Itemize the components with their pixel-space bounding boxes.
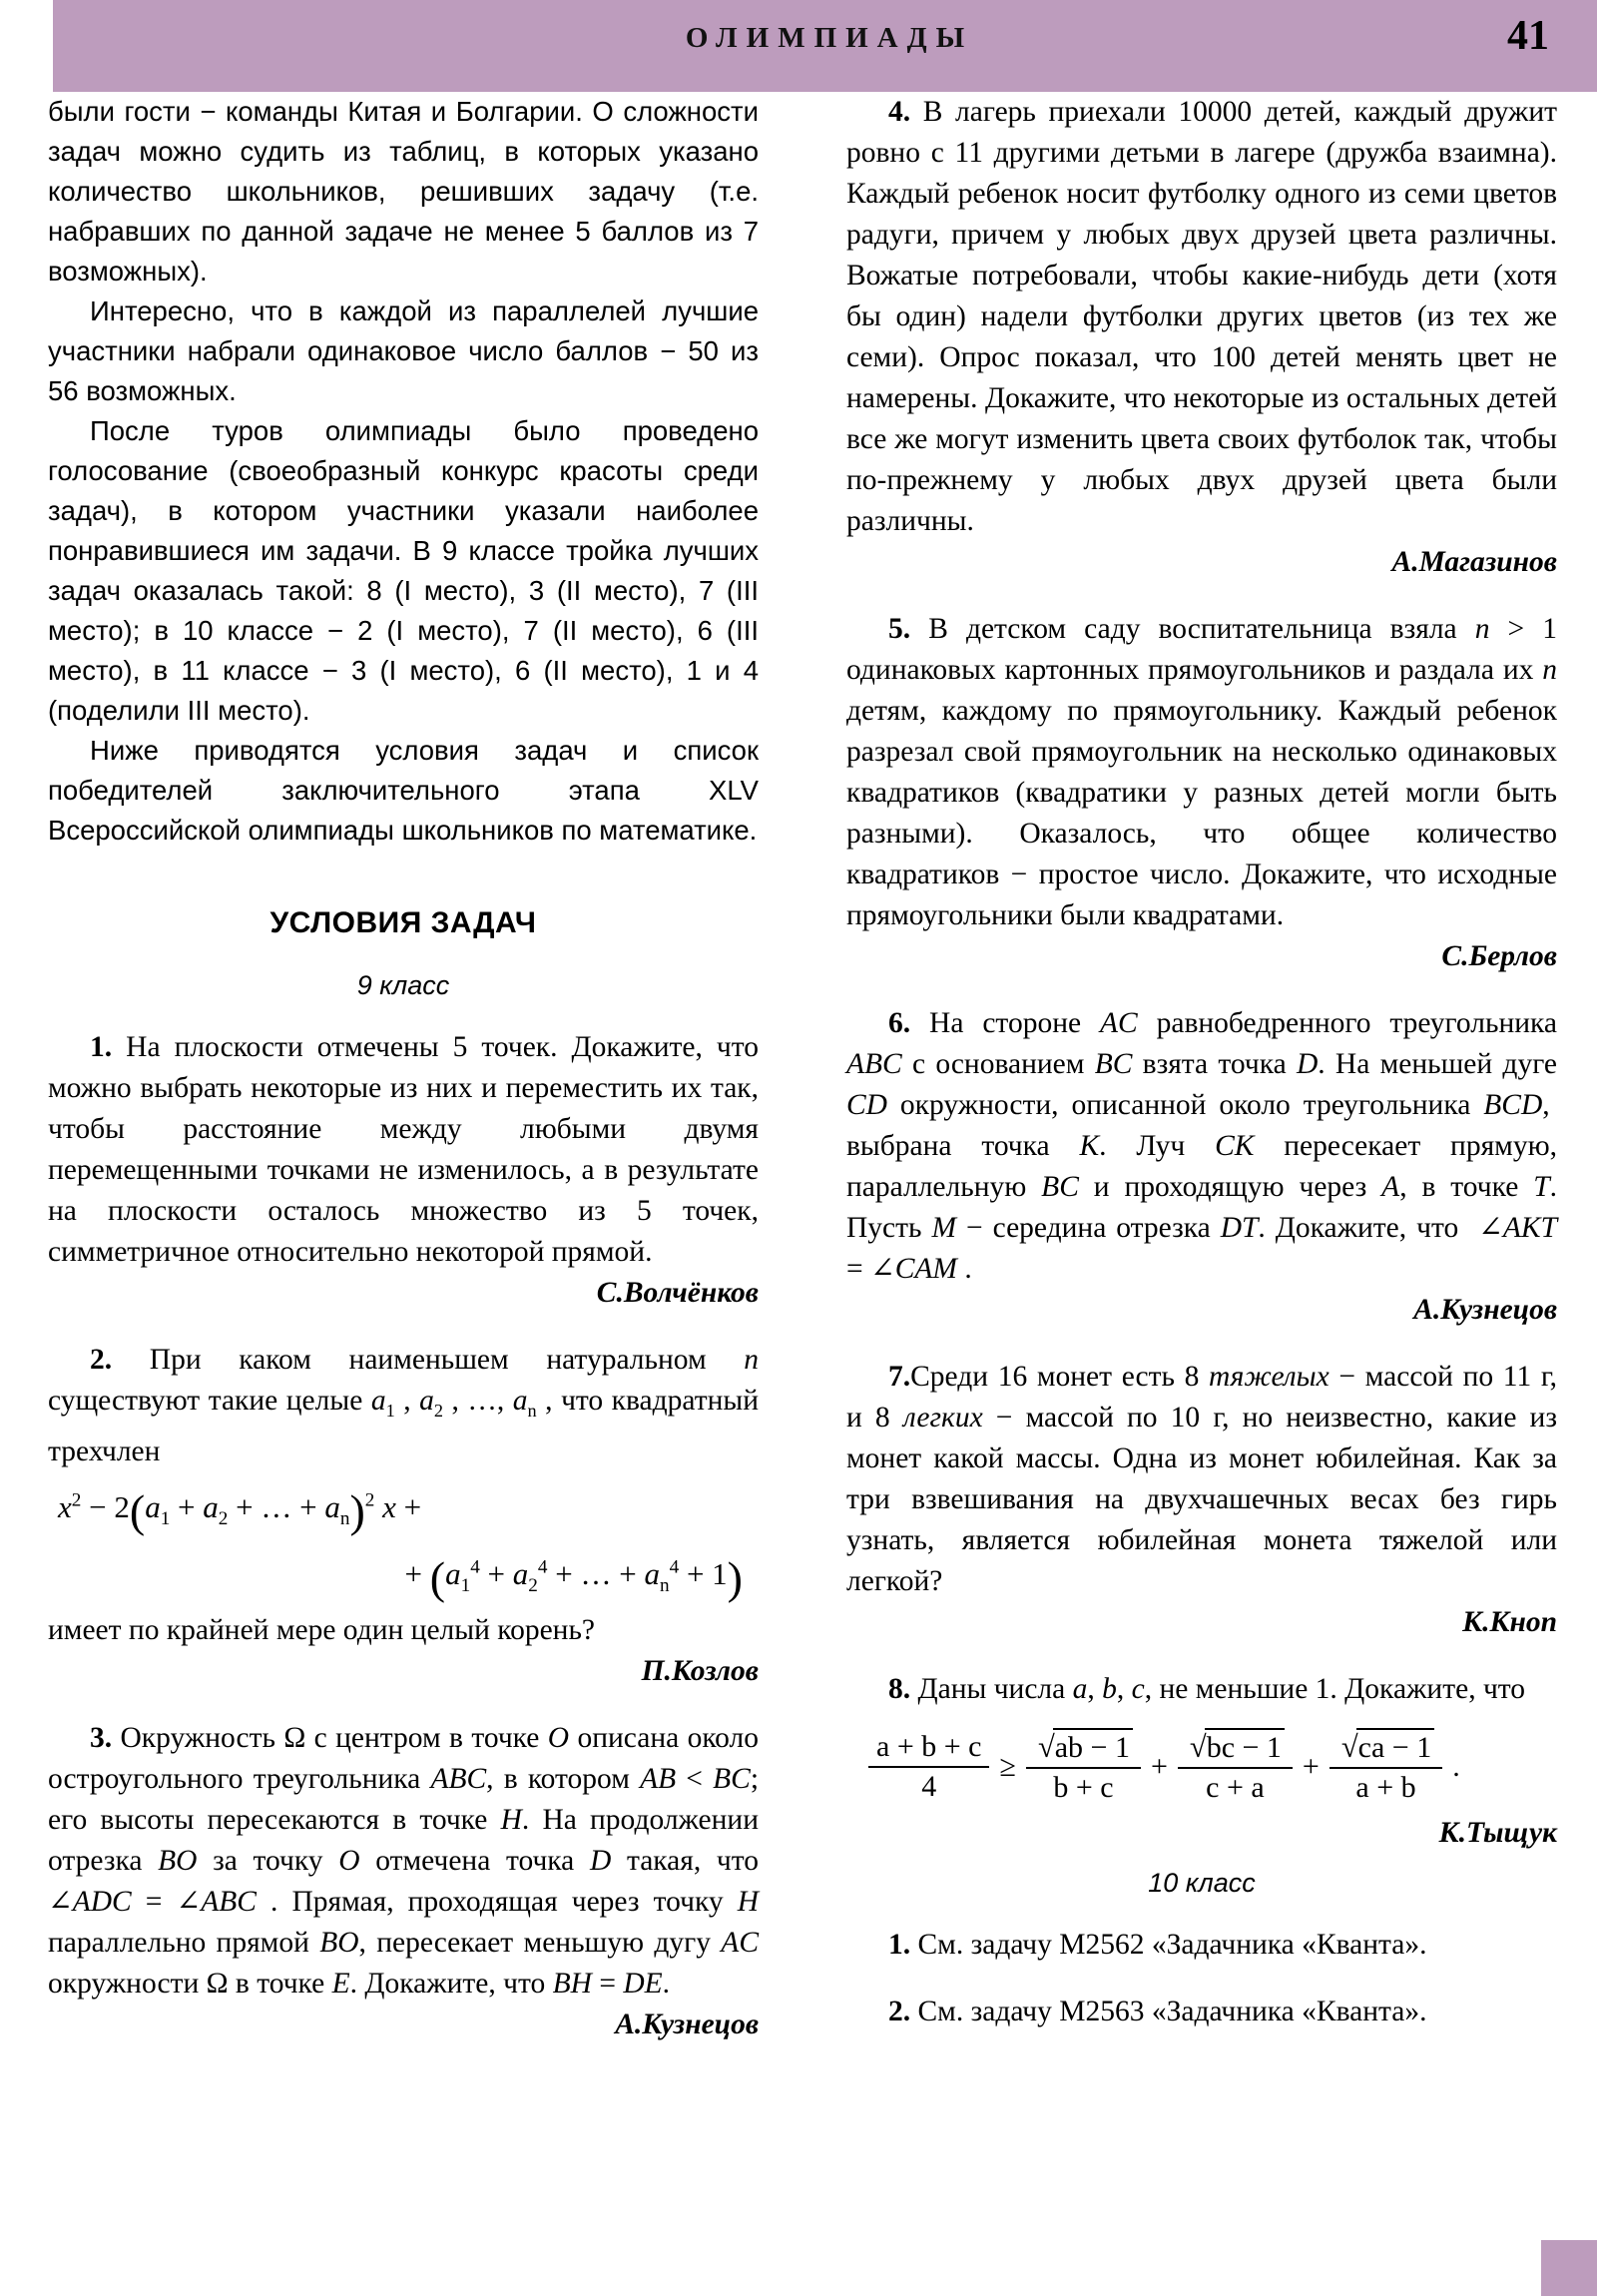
- denominator: a + b: [1355, 1771, 1416, 1804]
- grade-heading-9: 9 класс: [356, 970, 450, 1000]
- problem-2-formula-line-2: + ($a_1^4 + a_2^4$ + … + $a_n^4 + 1$): [404, 1551, 743, 1603]
- radicand: bc − 1: [1205, 1728, 1285, 1765]
- problem-author: К.Тыщук: [1438, 1817, 1557, 1849]
- left-column: [48, 92, 759, 2296]
- rhs-term-3: [1330, 1726, 1442, 1807]
- grade10-item-2: [846, 1992, 1557, 2032]
- problem-author: С.Берлов: [1441, 940, 1557, 972]
- problem-number: 2.: [90, 1344, 113, 1376]
- lhs-numerator: a + b + c: [876, 1729, 982, 1763]
- problem-number: 6.: [888, 1007, 911, 1039]
- problem-author: К.Кноп: [1462, 1606, 1557, 1638]
- problem-text: В лагерь приехали 10000 детей, каждый дружит ровно с 11 другими детьми в лагере (дружба взаимна). Каждый ребенок носит футболку одного из семи цветов радуги, причем у любых двух друзей цвета различны. Вожатые потребовали, чтобы какие-нибудь дети (хотя бы один) надели футболки других цветов (из тех же семи). Опрос показал, что 100 детей менять цвет не намерены. Докажите, что некоторые из остальных детей все же могут изменить цвета своих футболок так, чтобы по-прежнему у любых двух друзей цвета были различны.: [846, 96, 1557, 537]
- problem-2-formula-line-1: $x^2 - 2(a_1 + a_2$ + … + $a_n)^2$ x +: [58, 1484, 422, 1536]
- sqrt-icon: √ca − 1: [1337, 1728, 1434, 1765]
- problem-6: 6. На стороне AC равнобедренного треугольника ABC с основанием BC взята точка D. На меньшей дуге CD окружности, описанной около треугольника BCD, выбрана точка K. Луч CK пересекает прямую, параллельную BC и проходящую через A, в точке T. Пусть M − середина отрезка DT. Докажите, что ∠AKT = ∠CAM .: [846, 1007, 1557, 1285]
- section-heading: УСЛОВИЯ ЗАДАЧ: [269, 906, 537, 939]
- problem-number: 8.: [888, 1673, 911, 1705]
- intro-paragraph: Ниже приводятся условия задач и список победителей заключительного этапа XLV Всероссийской олимпиады школьников по математике.: [48, 735, 759, 846]
- problem-7: 7.Среди 16 монет есть 8 тяжелых − массой по 11 г, и 8 легких − массой по 10 г, но неизвестно, какие из монет какой массы. Одна из монет юбилейная. Как за три взвешивания на двухчашечных весах без гирь узнать, является юбилейная монета тяжелой или легкой?: [846, 1361, 1558, 1597]
- problem-8-formula: [868, 1726, 1557, 1807]
- problem-3: 3. Окружность Ω с центром в точке O описана около остроугольного треугольника ABC, в котором AB < BC; его высоты пересекаются в точке H. На продолжении отрезка BO за точку O отмечена точка D такая, что ∠ADC = ∠ABC . Прямая, проходящая через точку H параллельно прямой BO, пересекает меньшую дугу AC окружности Ω в точке E. Докажите, что BH = DE.: [48, 1721, 760, 2000]
- intro-paragraph: были гости − команды Китая и Болгарии. О сложности задач можно судить из таблиц, в которых указано количество школьников, решивших задачу (т.е. набравших по данной задаче не менее 5 баллов из 7 возможных).: [48, 96, 759, 287]
- lhs-fraction: [868, 1728, 989, 1806]
- problem-5: 5. В детском саду воспитательница взяла n > 1 одинаковых картонных прямоугольников и раздала их n детям, каждому по прямоугольнику. Каждый ребенок разрезал свой прямоугольник на несколько одинаковых квадратиков (квадратики у разных детей могли быть разными). Оказалось, что общее количество квадратиков − простое число. Докажите, что исходные прямоугольники были квадратами.: [846, 613, 1557, 931]
- page-header-band: [53, 0, 1597, 92]
- radicand: ca − 1: [1356, 1728, 1435, 1765]
- plus-sign: +: [1150, 1749, 1168, 1783]
- rhs-term-2: [1178, 1726, 1293, 1807]
- problem-2-text-after: имеет по крайней мере один целый корень?: [48, 1613, 596, 1646]
- intro-paragraph: После туров олимпиады было проведено голосование (своеобразный конкурс красоты среди задач), в котором участники указали наиболее понравившиеся им задачи. В 9 классе тройка лучших задач оказалась такой: 8 (I место), 3 (II место), 7 (III место); в 10 классе − 2 (I место), 7 (II место), 6 (III место), в 11 классе − 3 (I место), 6 (II место), 1 и 4 (поделили III место).: [48, 415, 759, 726]
- period-mark: .: [1452, 1749, 1460, 1783]
- problem-number: 7.: [888, 1361, 911, 1393]
- problem-number: 3.: [90, 1721, 113, 1754]
- article-body: [0, 92, 1597, 2296]
- problem-author: С.Волчёнков: [596, 1277, 759, 1309]
- radicand: ab − 1: [1053, 1728, 1133, 1765]
- problem-number: 2.: [888, 1996, 911, 2027]
- right-column: [846, 92, 1557, 2296]
- intro-paragraph: Интересно, что в каждой из параллелей лучшие участники набрали одинаковое число баллов − 50 из 56 возможных.: [48, 295, 759, 406]
- problem-1: [48, 1027, 759, 1273]
- grade10-item-1: [846, 1925, 1557, 1966]
- denominator: c + a: [1206, 1771, 1265, 1804]
- relation-symbol: ≥: [999, 1749, 1016, 1783]
- page-title: ОЛИМПИАДЫ: [685, 22, 974, 54]
- problem-author: П.Козлов: [641, 1654, 759, 1687]
- rhs-term-1: [1026, 1726, 1141, 1807]
- denominator: b + c: [1053, 1771, 1114, 1804]
- problem-text: См. задачу М2562 «Задачника «Кванта».: [917, 1929, 1427, 1961]
- problem-text: На плоскости отмечены 5 точек. Докажите, что можно выбрать некоторые из них и переместить их так, чтобы расстояние между любыми двумя перемещенными точками не изменилось, а в результате на плоскости осталось множество из 5 точек, симметричное относительно некоторой прямой.: [48, 1031, 760, 1268]
- grade-heading-10: 10 класс: [1148, 1868, 1256, 1898]
- problem-8: 8. Даны числа a, b, c, не меньшие 1. Докажите, что: [888, 1673, 1526, 1705]
- lhs-denominator: 4: [921, 1769, 937, 1803]
- page-number: 41: [1507, 13, 1549, 59]
- problem-author: А.Магазинов: [1391, 546, 1557, 578]
- problem-2: 2. При каком наименьшем натуральном n существуют такие целые $a_1$ , $a_2$ , …, $a_n$ , что квадратный трехчлен: [48, 1344, 760, 1467]
- problem-number: 5.: [888, 613, 911, 645]
- sqrt-icon: √bc − 1: [1186, 1728, 1285, 1765]
- plus-sign: +: [1302, 1749, 1320, 1783]
- problem-author: А.Кузнецов: [615, 2008, 759, 2040]
- problem-author: А.Кузнецов: [1413, 1294, 1557, 1326]
- corner-decoration: [1541, 2240, 1597, 2296]
- problem-4: [846, 92, 1557, 542]
- sqrt-icon: √ab − 1: [1034, 1728, 1133, 1765]
- problem-text: См. задачу М2563 «Задачника «Кванта».: [917, 1996, 1427, 2027]
- problem-number: 1.: [90, 1031, 113, 1063]
- problem-number: 4.: [888, 96, 911, 128]
- problem-number: 1.: [888, 1929, 911, 1961]
